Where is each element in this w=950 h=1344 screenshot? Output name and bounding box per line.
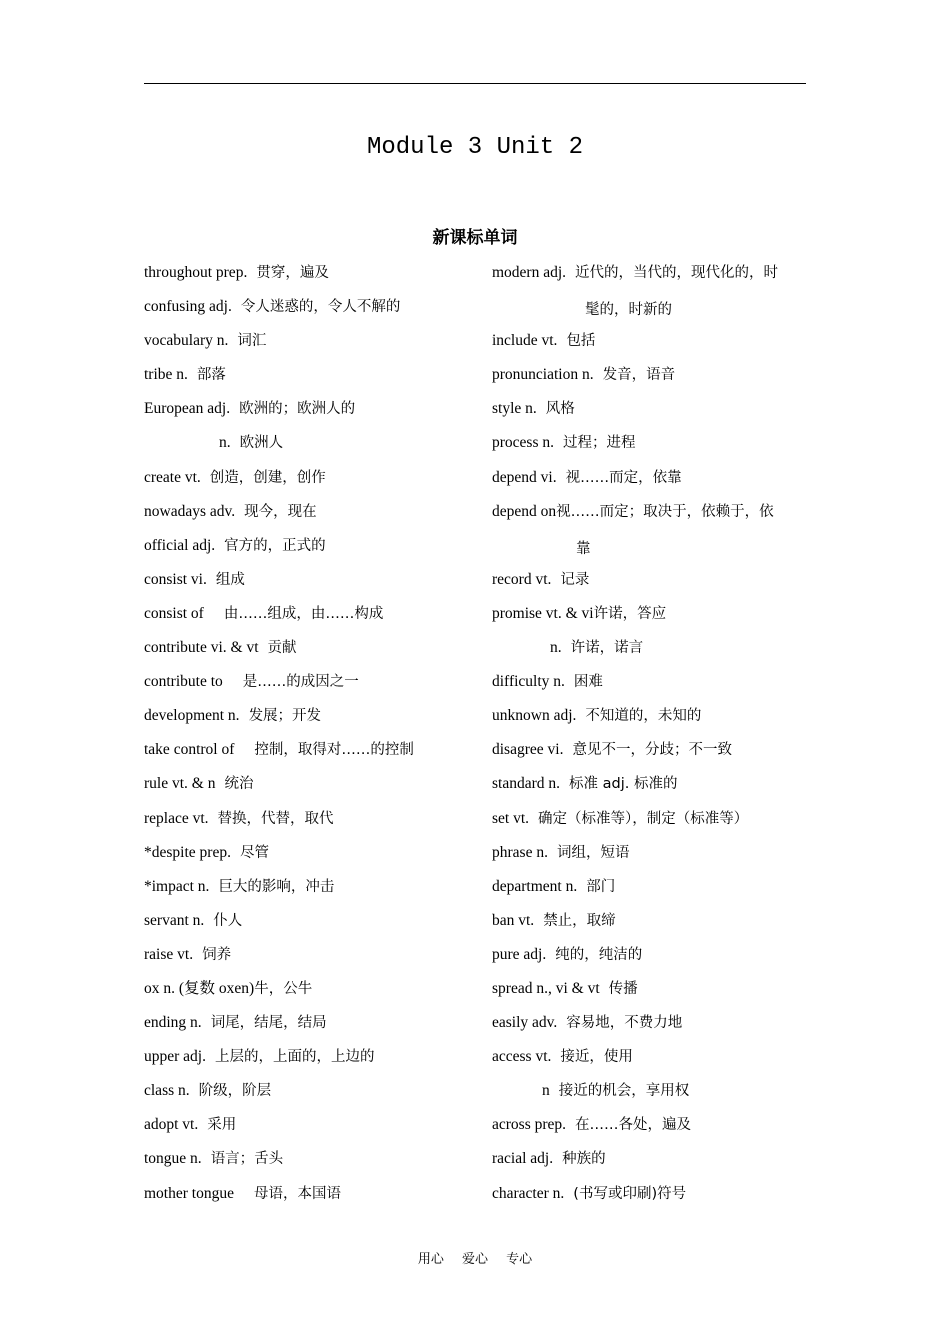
word-entry: set vt. 确定（标准等），制定（标准等） xyxy=(492,809,749,827)
word-entry: unknown adj. 不知道的，未知的 xyxy=(492,707,702,725)
word-entry: spread n., vi & vt 传播 xyxy=(492,979,638,997)
word-entry: create vt. 创造，创建，创作 xyxy=(144,468,326,486)
right-word-column xyxy=(492,256,810,1211)
word-entry: consist of 由……组成，由……构成 xyxy=(144,604,384,622)
word-entry-continuation: 髦的，时新的 xyxy=(585,302,672,319)
word-entry: upper adj. 上层的，上面的，上边的 xyxy=(144,1048,375,1066)
word-entry: easily adv. 容易地，不费力地 xyxy=(492,1014,683,1032)
word-entry: nowadays adv. 现今，现在 xyxy=(144,502,317,520)
word-entry: department n. 部门 xyxy=(492,877,616,895)
word-entry: pure adj. 纯的，纯洁的 xyxy=(492,945,643,963)
word-entry: mother tongue 母语，本国语 xyxy=(144,1184,341,1202)
word-entry: ox n. (复数 oxen)牛，公牛 xyxy=(144,979,313,997)
word-entry: phrase n. 词组，短语 xyxy=(492,843,630,861)
word-entry: record vt. 记录 xyxy=(492,570,590,588)
word-entry: depend on视……而定；取决于，依赖于，依 xyxy=(492,502,774,520)
word-entry: disagree vi. 意见不一，分歧；不一致 xyxy=(492,741,732,759)
word-entry: depend vi. 视……而定，依靠 xyxy=(492,468,682,486)
word-entry: racial adj. 种族的 xyxy=(492,1150,606,1168)
word-entry: *impact n. 巨大的影响，冲击 xyxy=(144,877,335,895)
word-entry: rule vt. & n 统治 xyxy=(144,775,254,793)
word-entry: ending n. 词尾，结尾，结局 xyxy=(144,1014,327,1032)
word-entry: n. 许诺，诺言 xyxy=(550,639,644,657)
word-entry: European adj. 欧洲的；欧洲人的 xyxy=(144,400,356,418)
word-entry: vocabulary n. 词汇 xyxy=(144,332,267,350)
word-entry: promise vt. & vi许诺，答应 xyxy=(492,604,667,622)
word-entry: contribute to 是……的成因之一 xyxy=(144,673,359,691)
word-entry: difficulty n. 困难 xyxy=(492,673,603,691)
word-entry: pronunciation n. 发音，语音 xyxy=(492,366,676,384)
word-entry: include vt. 包括 xyxy=(492,332,596,350)
word-entry: replace vt. 替换，代替，取代 xyxy=(144,809,334,827)
word-entry: n. 欧洲人 xyxy=(219,434,284,452)
word-entry: access vt. 接近，使用 xyxy=(492,1048,633,1066)
word-entry: process n. 过程；进程 xyxy=(492,434,636,452)
word-entry: tribe n. 部落 xyxy=(144,366,226,384)
left-word-column xyxy=(144,256,474,1211)
word-entry-continuation: 靠 xyxy=(576,540,591,557)
word-entry: character n. (书写或印刷)符号 xyxy=(492,1184,687,1202)
word-entry: *despite prep. 尽管 xyxy=(144,843,269,861)
word-entry: ban vt. 禁止，取缔 xyxy=(492,911,616,929)
header-rule xyxy=(144,83,806,84)
word-entry: consist vi. 组成 xyxy=(144,570,245,588)
word-entry: tongue n. 语言；舌头 xyxy=(144,1150,284,1168)
word-entry: servant n. 仆人 xyxy=(144,911,243,929)
word-entry: n 接近的机会，享用权 xyxy=(542,1082,690,1100)
word-entry: throughout prep. 贯穿，遍及 xyxy=(144,264,329,281)
word-entry: adopt vt. 采用 xyxy=(144,1116,237,1134)
section-subtitle: 新课标单词 xyxy=(432,228,518,248)
word-entry: take control of 控制，取得对……的控制 xyxy=(144,741,414,759)
word-entry: standard n. 标准 adj. 标准的 xyxy=(492,775,678,793)
word-entry: across prep. 在……各处，遍及 xyxy=(492,1116,692,1134)
word-entry: confusing adj. 令人迷惑的，令人不解的 xyxy=(144,298,401,316)
word-entry: modern adj. 近代的，当代的，现代化的，时 xyxy=(492,264,779,281)
word-entry: class n. 阶级，阶层 xyxy=(144,1082,272,1100)
word-entry: development n. 发展；开发 xyxy=(144,707,322,725)
page-footer: 用心 爱心 专心 xyxy=(417,1252,533,1267)
page-title: Module 3 Unit 2 xyxy=(366,134,584,161)
word-entry: raise vt. 饲养 xyxy=(144,945,232,963)
word-entry: official adj. 官方的，正式的 xyxy=(144,536,326,554)
word-entry: contribute vi. & vt 贡献 xyxy=(144,639,297,657)
word-entry: style n. 风格 xyxy=(492,400,575,418)
